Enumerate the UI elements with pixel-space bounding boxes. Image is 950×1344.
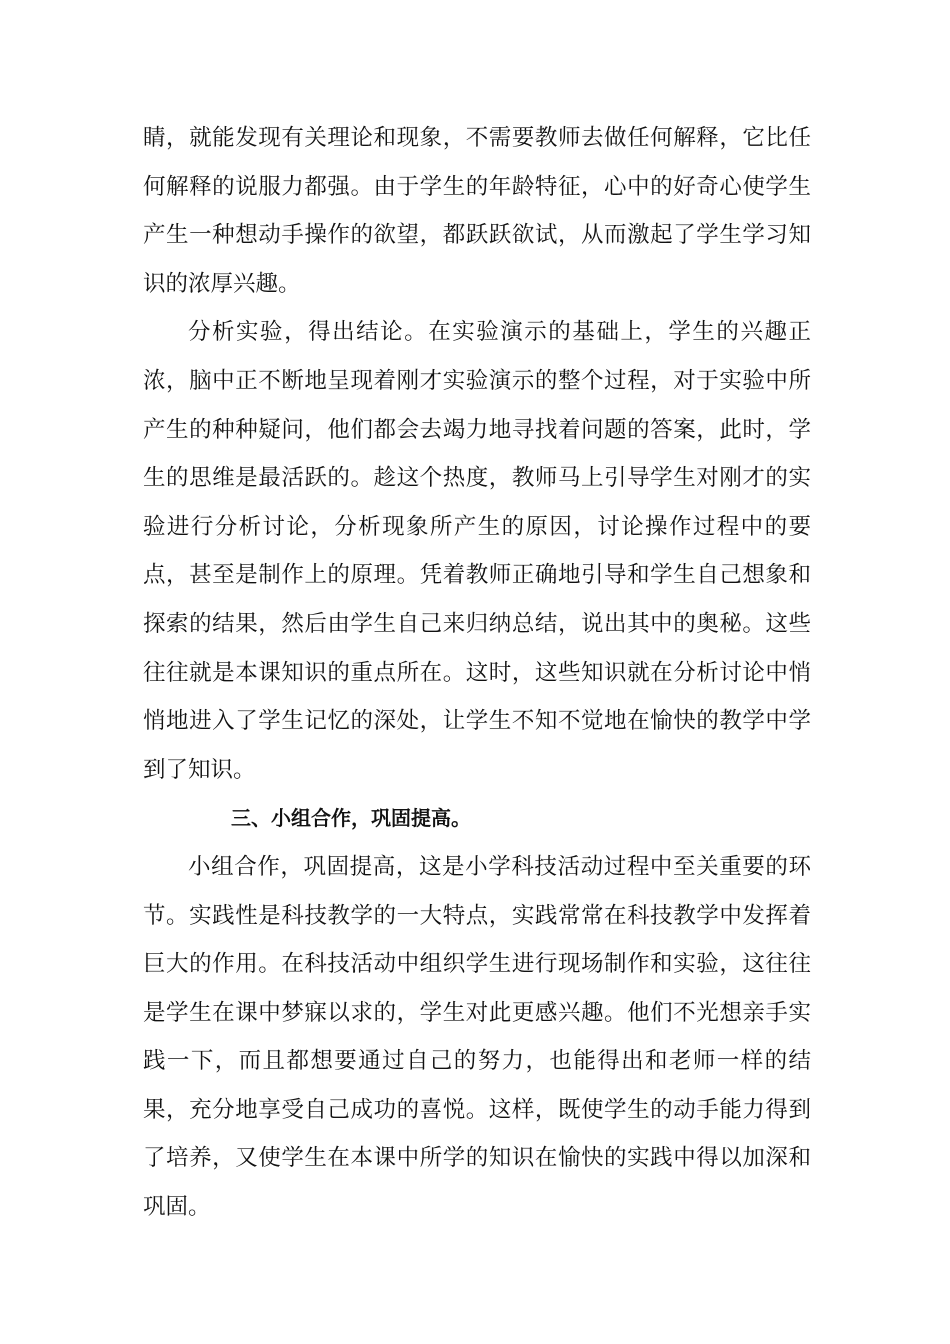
document-body (143, 114, 811, 1232)
paragraph-group-cooperation: 小组合作，巩固提高，这是小学科技活动过程中至关重要的环节。实践性是科技教学的一大特点，实践常常在科技教学中发挥着巨大的作用。在科技活动中组织学生进行现场制作和实验，这往往是学生在课中梦寐以求的，学生对此更感兴趣。他们不光想亲手实践一下，而且都想要通过自己的努力，也能得出和老师一样的结果，充分地享受自己成功的喜悦。这样，既使学生的动手能力得到了培养，又使学生在本课中所学的知识在愉快的实践中得以加深和巩固。 (143, 853, 811, 1221)
section-heading: 三、小组合作，巩固提高。 (231, 806, 471, 831)
paragraph-continuation: 睛，就能发现有关理论和现象，不需要教师去做任何解释，它比任何解释的说服力都强。由于学生的年龄特征，心中的好奇心使学生产生一种想动手操作的欲望，都跃跃欲试，从而激起了学生学习知识的浓厚兴趣。 (143, 125, 811, 297)
paragraph-analysis: 分析实验，得出结论。在实验演示的基础上，学生的兴趣正浓，脑中正不断地呈现着刚才实验演示的整个过程，对于实验中所产生的种种疑问，他们都会去竭力地寻找着问题的答案，此时，学生的思维是最活跃的。趁这个热度，教师马上引导学生对刚才的实验进行分析讨论，分析现象所产生的原因，讨论操作过程中的要点，甚至是制作上的原理。凭着教师正确地引导和学生自己想象和探索的结果，然后由学生自己来归纳总结，说出其中的奥秘。这些往往就是本课知识的重点所在。这时，这些知识就在分析讨论中悄悄地进入了学生记忆的深处，让学生不知不觉地在愉快的教学中学到了知识。 (143, 319, 811, 783)
